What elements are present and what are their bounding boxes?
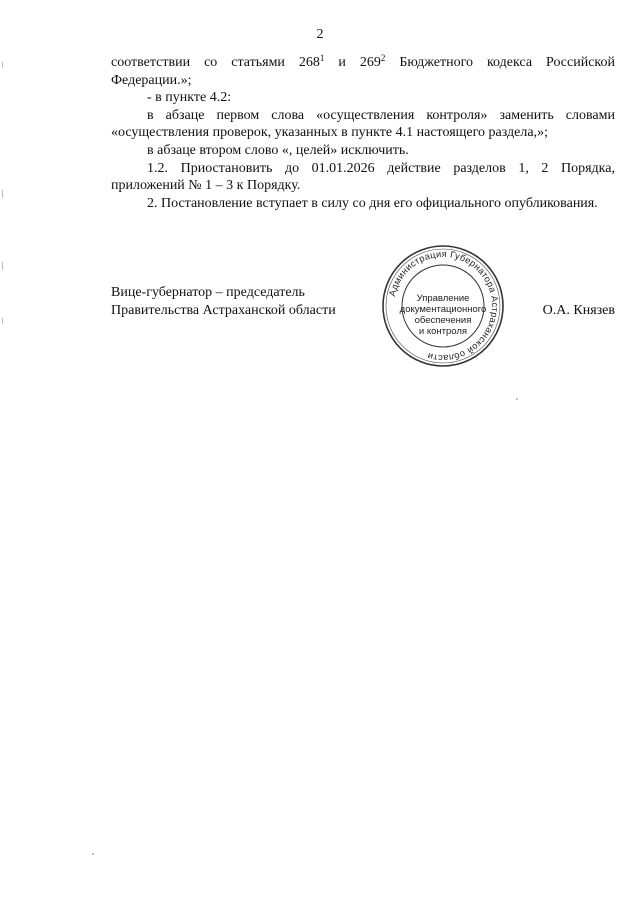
stamp-ring-text: Администрация Губернатора Астраханской области [387,248,501,364]
paragraph-second-abzac: в абзаце втором слово «, целей» исключить. [147,142,409,158]
signatory-title-line2: Правительства Астраханской области [111,303,336,318]
paragraph-2: 2. Постановление вступает в силу со дня его официального опубликования. [147,195,598,211]
signatory-title-line1: Вице-губернатор – председатель [111,285,305,300]
scan-dot [516,398,518,400]
scan-dot [92,853,94,855]
stamp-line: документационного [399,304,487,315]
stamp-center-text [381,293,505,337]
text-run: Бюджетного кодекса Российской Федерации.»; [111,55,616,88]
signatory-name: О.А. Князев [542,303,615,318]
scan-margin-mark [2,62,3,68]
text-run: и 269 [324,55,381,70]
paragraph-item-4-2: - в пункте 4.2: [147,90,232,106]
scan-margin-mark [2,190,3,198]
scan-margin-mark [2,318,3,324]
stamp-line: и контроля [418,326,468,337]
stamp-line: обеспечения [414,315,472,326]
paragraph-1-2: 1.2. Приостановить до 01.01.2026 действие разделов 1, 2 Порядка, приложений № 1 – 3 к Порядку. [111,160,615,194]
document-body [111,54,615,212]
page-number: 2 [316,27,324,42]
official-stamp [381,244,505,368]
paragraph-continuation [111,54,615,89]
paragraph-first-abzac: в абзаце первом слова «осуществления контроля» заменить словами «осуществления проверок, указанных в пункте 4.1 настоящего раздела,»; [111,107,615,141]
superscript: 2 [380,53,386,63]
text-run: соответствии со статьями 268 [111,55,320,70]
scan-margin-mark [2,262,3,270]
stamp-line: Управление [416,293,470,304]
superscript: 1 [319,53,325,63]
signature-block [111,284,615,320]
